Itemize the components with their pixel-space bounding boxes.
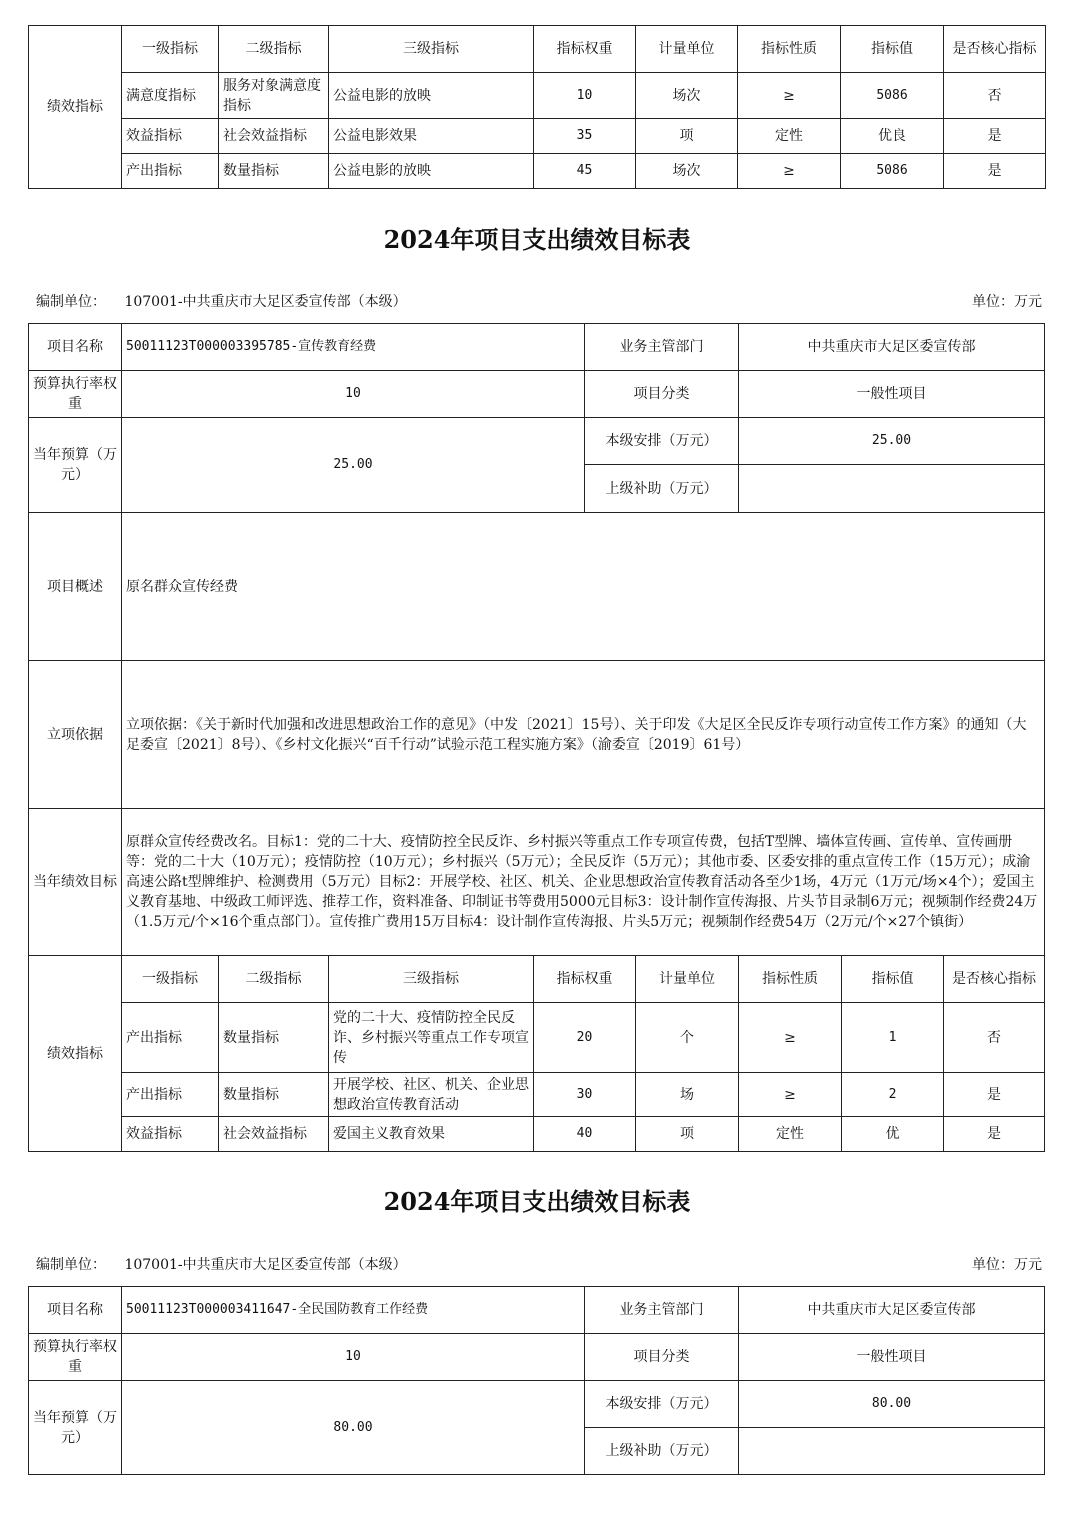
cell: 5086 — [841, 73, 944, 119]
cell: 是 — [944, 119, 1046, 154]
cell: 数量指标 — [219, 1003, 329, 1073]
header-level1: 一级指标 — [122, 26, 219, 73]
cell: 产出指标 — [122, 154, 219, 189]
cell: 10 — [534, 73, 636, 119]
cell: 5086 — [841, 154, 944, 189]
table-row — [29, 1073, 1045, 1117]
goal-value: 原群众宣传经费改名。目标1：党的二十大、疫情防控全民反诈、乡村振兴等重点工作专项宣传费，包括T型牌、墙体宣传画、宣传单、宣传画册等：党的二十大（10万元）；疫情防控（10万元）；乡村振兴（5万元）；全民反诈（5万元）；其他市委、区委安排的重点宣传工作（15万元）；成渝高速公路t型牌维护、检测费用（5万元）目标2：开展学校、社区、机关、企业思想政治宣传教育活动各至少1场，4万元（1万元/场×4个）；爱国主义教育基地、中级政工师评选、推荐工作，资料准备、印制证书等费用5000元目标3：设计制作宣传海报、片头节目录制6万元；视频制作经费24万（1.5万元/个×16个重点部门）。宣传推广费用15万目标4：设计制作宣传海报、片头5万元；视频制作经费54万（2万元/个×27个镇街） — [122, 809, 1045, 956]
project-table-1 — [28, 323, 1045, 1152]
local-label: 本级安排（万元） — [585, 1381, 739, 1428]
cell: 40 — [534, 1117, 636, 1152]
category-label: 项目分类 — [585, 371, 739, 418]
dept-label: 业务主管部门 — [585, 1287, 739, 1334]
table-row — [29, 119, 1046, 154]
cell: 优良 — [841, 119, 944, 154]
unit-line — [36, 291, 1042, 311]
cell: 公益电影的放映 — [329, 73, 534, 119]
cell: 1 — [842, 1003, 944, 1073]
project-name: 50011123T000003395785-宣传教育经费 — [122, 324, 585, 371]
exec-label: 预算执行率权重 — [29, 1334, 122, 1381]
currency-label: 单位：万元 — [972, 1257, 1042, 1273]
currency-label: 单位：万元 — [972, 294, 1042, 310]
header-value: 指标值 — [842, 956, 944, 1003]
unit-label: 编制单位： — [36, 294, 106, 310]
dept-value: 中共重庆市大足区委宣传部 — [739, 324, 1045, 371]
cell: 社会效益指标 — [219, 119, 329, 154]
project-name-label: 项目名称 — [29, 324, 122, 371]
cell: 35 — [534, 119, 636, 154]
cell: ≥ — [738, 73, 841, 119]
cell: 是 — [944, 154, 1046, 189]
perf-label: 绩效指标 — [29, 956, 122, 1152]
upper-value — [739, 1428, 1045, 1475]
header-level3: 三级指标 — [329, 956, 534, 1003]
project-name-label: 项目名称 — [29, 1287, 122, 1334]
cell: 个 — [636, 1003, 739, 1073]
dept-value: 中共重庆市大足区委宣传部 — [739, 1287, 1045, 1334]
project-name: 50011123T000003411647-全民国防教育工作经费 — [122, 1287, 585, 1334]
header-core: 是否核心指标 — [944, 956, 1045, 1003]
overview-label: 项目概述 — [29, 513, 122, 661]
cell: 30 — [534, 1073, 636, 1117]
local-value: 25.00 — [739, 418, 1045, 465]
cell: ≥ — [738, 154, 841, 189]
header-level2: 二级指标 — [219, 26, 329, 73]
exec-value: 10 — [122, 1334, 585, 1381]
header-value: 指标值 — [841, 26, 944, 73]
header-level1: 一级指标 — [122, 956, 219, 1003]
cell: 公益电影效果 — [329, 119, 534, 154]
cell: 定性 — [738, 119, 841, 154]
cell: 20 — [534, 1003, 636, 1073]
cell: 满意度指标 — [122, 73, 219, 119]
header-nature: 指标性质 — [739, 956, 842, 1003]
header-unit: 计量单位 — [636, 26, 738, 73]
page-title: 2024年项目支出绩效目标表 — [383, 225, 691, 254]
table-row — [29, 1117, 1045, 1152]
cell: 否 — [944, 1003, 1045, 1073]
cell: 项 — [636, 1117, 739, 1152]
upper-label: 上级补助（万元） — [585, 1428, 739, 1475]
basis-label: 立项依据 — [29, 661, 122, 809]
table-row — [29, 73, 1046, 119]
header-nature: 指标性质 — [738, 26, 841, 73]
cell: 数量指标 — [219, 154, 329, 189]
cell: 场 — [636, 1073, 739, 1117]
project-table-2 — [28, 1286, 1045, 1475]
exec-label: 预算执行率权重 — [29, 371, 122, 418]
unit-value: 107001-中共重庆市大足区委宣传部（本级） — [124, 1257, 407, 1273]
header-core: 是否核心指标 — [944, 26, 1046, 73]
cell: 公益电影的放映 — [329, 154, 534, 189]
cell: 开展学校、社区、机关、企业思想政治宣传教育活动 — [329, 1073, 534, 1117]
cell: 定性 — [739, 1117, 842, 1152]
cell: 否 — [944, 73, 1046, 119]
cell: 45 — [534, 154, 636, 189]
header-unit: 计量单位 — [636, 956, 739, 1003]
header-weight: 指标权重 — [534, 26, 636, 73]
page-title: 2024年项目支出绩效目标表 — [383, 1187, 691, 1216]
basis-value: 立项依据：《关于新时代加强和改进思想政治工作的意见》（中发〔2021〕15号）、关于印发《大足区全民反诈专项行动宣传工作方案》的通知（大足委宣〔2021〕8号）、《乡村文化振兴“百千行动”试验示范工程实施方案》（渝委宣〔2019〕61号） — [122, 661, 1045, 809]
table-row — [29, 1003, 1045, 1073]
exec-value: 10 — [122, 371, 585, 418]
cell: 效益指标 — [122, 1117, 219, 1152]
cell: 产出指标 — [122, 1003, 219, 1073]
budget-label: 当年预算（万元） — [29, 418, 122, 513]
cell: 爱国主义教育效果 — [329, 1117, 534, 1152]
category-label: 项目分类 — [585, 1334, 739, 1381]
cell: 是 — [944, 1073, 1045, 1117]
cell: 是 — [944, 1117, 1045, 1152]
header-level3: 三级指标 — [329, 26, 534, 73]
cell: 数量指标 — [219, 1073, 329, 1117]
cell: 服务对象满意度指标 — [219, 73, 329, 119]
cell: 场次 — [636, 73, 738, 119]
table-row — [29, 154, 1046, 189]
cell: 党的二十大、疫情防控全民反诈、乡村振兴等重点工作专项宣传 — [329, 1003, 534, 1073]
unit-value: 107001-中共重庆市大足区委宣传部（本级） — [124, 294, 407, 310]
unit-line — [36, 1254, 1042, 1274]
budget-value: 25.00 — [122, 418, 585, 513]
local-label: 本级安排（万元） — [585, 418, 739, 465]
local-value: 80.00 — [739, 1381, 1045, 1428]
header-level2: 二级指标 — [219, 956, 329, 1003]
upper-label: 上级补助（万元） — [585, 465, 739, 513]
cell: 优 — [842, 1117, 944, 1152]
cell: ≥ — [739, 1003, 842, 1073]
cell: 社会效益指标 — [219, 1117, 329, 1152]
overview-value: 原名群众宣传经费 — [122, 513, 1045, 661]
upper-value — [739, 465, 1045, 513]
cell: 项 — [636, 119, 738, 154]
goal-label: 当年绩效目标 — [29, 809, 122, 956]
budget-value: 80.00 — [122, 1381, 585, 1475]
cell: 场次 — [636, 154, 738, 189]
perf-table-top — [28, 25, 1046, 189]
dept-label: 业务主管部门 — [585, 324, 739, 371]
budget-label: 当年预算（万元） — [29, 1381, 122, 1475]
cell: 产出指标 — [122, 1073, 219, 1117]
category-value: 一般性项目 — [739, 371, 1045, 418]
category-value: 一般性项目 — [739, 1334, 1045, 1381]
perf-label: 绩效指标 — [29, 26, 122, 189]
cell: 2 — [842, 1073, 944, 1117]
unit-label: 编制单位： — [36, 1257, 106, 1273]
cell: 效益指标 — [122, 119, 219, 154]
cell: ≥ — [739, 1073, 842, 1117]
header-weight: 指标权重 — [534, 956, 636, 1003]
